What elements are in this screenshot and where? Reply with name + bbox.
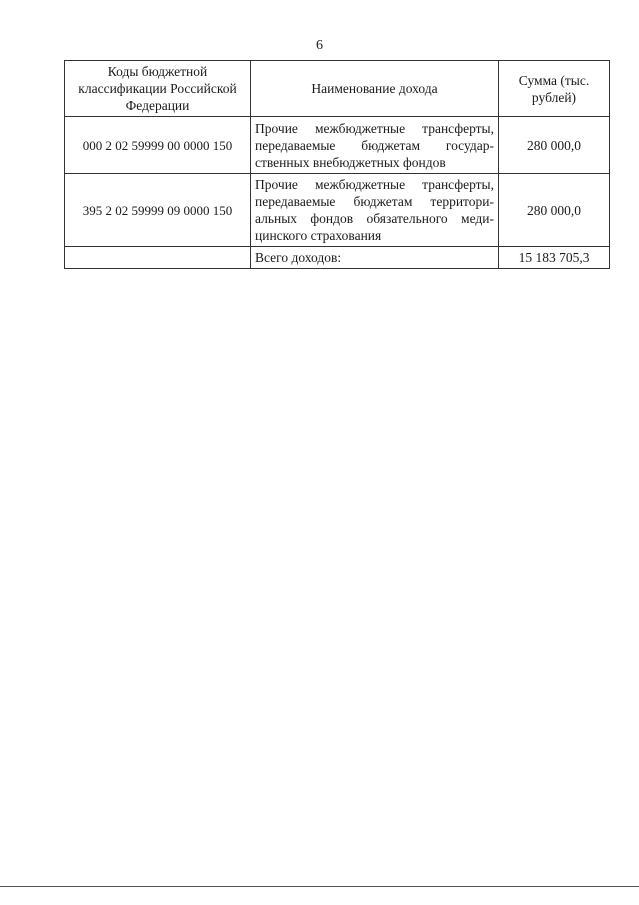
table-row (65, 117, 610, 174)
header-budget-codes: Коды бюджетной классификации Российской Федерации (65, 61, 251, 117)
budget-code-cell: 000 2 02 59999 00 0000 150 (65, 117, 251, 174)
total-row (65, 247, 610, 269)
header-revenue-name: Наименование дохода (251, 61, 499, 117)
total-amount: 15 183 705,3 (499, 247, 610, 269)
revenue-name-cell: Прочие межбюджетные трансферты, передаваемые бюджетам территориальных фондов обязательного медицинского страхования (251, 174, 499, 247)
total-label: Всего доходов: (251, 247, 499, 269)
table-row (65, 174, 610, 247)
budget-revenue-table (64, 60, 610, 269)
bottom-divider (0, 886, 639, 887)
total-code-cell (65, 247, 251, 269)
amount-cell: 280 000,0 (499, 174, 610, 247)
budget-code-cell: 395 2 02 59999 09 0000 150 (65, 174, 251, 247)
table-header-row (65, 61, 610, 117)
amount-cell: 280 000,0 (499, 117, 610, 174)
revenue-name-cell: Прочие межбюджетные трансферты, передаваемые бюджетам государственных внебюджетных фондов (251, 117, 499, 174)
page-number: 6 (316, 38, 323, 53)
header-amount: Сумма (тыс. рублей) (499, 61, 610, 117)
